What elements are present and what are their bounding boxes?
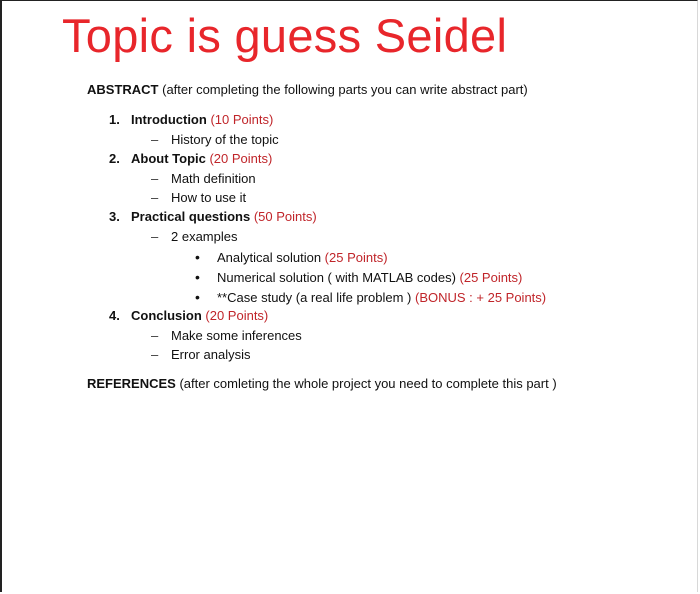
section-points: (50 Points)	[250, 209, 317, 224]
dash-marker: –	[151, 171, 159, 186]
dash-marker: –	[151, 190, 159, 205]
dash-marker: –	[151, 328, 159, 343]
section-name: Practical questions	[131, 209, 251, 224]
list-item	[151, 347, 250, 363]
section-points: (10 Points)	[206, 112, 274, 127]
list-item	[151, 328, 302, 344]
bullet-item	[195, 269, 522, 286]
references-label: REFERENCES	[87, 376, 176, 391]
section-number: 1.	[109, 112, 120, 127]
dash-marker: –	[151, 229, 159, 244]
bullet-item-text: **Case study (a real life problem )	[217, 290, 415, 305]
list-item-text: Make some inferences	[171, 328, 302, 343]
bullet-marker: •	[195, 289, 200, 305]
references-note: (after comleting the whole project you need to complete this part )	[175, 376, 557, 391]
list-item-text: How to use it	[171, 190, 247, 205]
bullet-item-text: Analytical solution	[217, 250, 325, 265]
list-item-text: Error analysis	[171, 347, 251, 362]
bullet-item-points: (25 Points)	[459, 270, 523, 285]
bullet-item-points: (25 Points)	[324, 250, 388, 265]
section-number: 4.	[109, 308, 120, 323]
bullet-item-points: (BONUS : + 25 Points)	[414, 290, 547, 305]
list-item	[151, 132, 279, 148]
section-number: 3.	[109, 209, 120, 224]
section-points: (20 Points)	[201, 308, 269, 323]
list-item-text: History of the topic	[171, 132, 279, 147]
list-item-text: 2 examples	[171, 229, 238, 244]
bullet-item	[195, 249, 388, 266]
document-title: Topic is guess Seidel	[62, 9, 508, 62]
abstract-note: (after completing the following parts you can write abstract part)	[158, 82, 528, 97]
list-item	[151, 229, 237, 245]
abstract-line	[87, 82, 528, 98]
bullet-item-text: Numerical solution ( with MATLAB codes)	[217, 270, 460, 285]
section-name: Conclusion	[131, 308, 202, 323]
abstract-label: ABSTRACT	[87, 82, 159, 97]
dash-marker: –	[151, 347, 159, 362]
bullet-marker: •	[195, 249, 200, 265]
list-item	[151, 190, 246, 206]
references-line	[87, 376, 557, 392]
section-heading-conclusion	[109, 308, 268, 324]
section-heading-introduction	[109, 112, 273, 128]
section-name: About Topic	[131, 151, 206, 166]
bullet-marker: •	[195, 269, 200, 285]
section-name: Introduction	[131, 112, 207, 127]
list-item	[151, 171, 256, 187]
section-number: 2.	[109, 151, 120, 166]
bullet-item	[195, 289, 546, 306]
section-heading-about-topic	[109, 151, 272, 167]
list-item-text: Math definition	[171, 171, 256, 186]
dash-marker: –	[151, 132, 159, 147]
section-points: (20 Points)	[205, 151, 273, 166]
section-heading-practical-questions	[109, 209, 317, 225]
